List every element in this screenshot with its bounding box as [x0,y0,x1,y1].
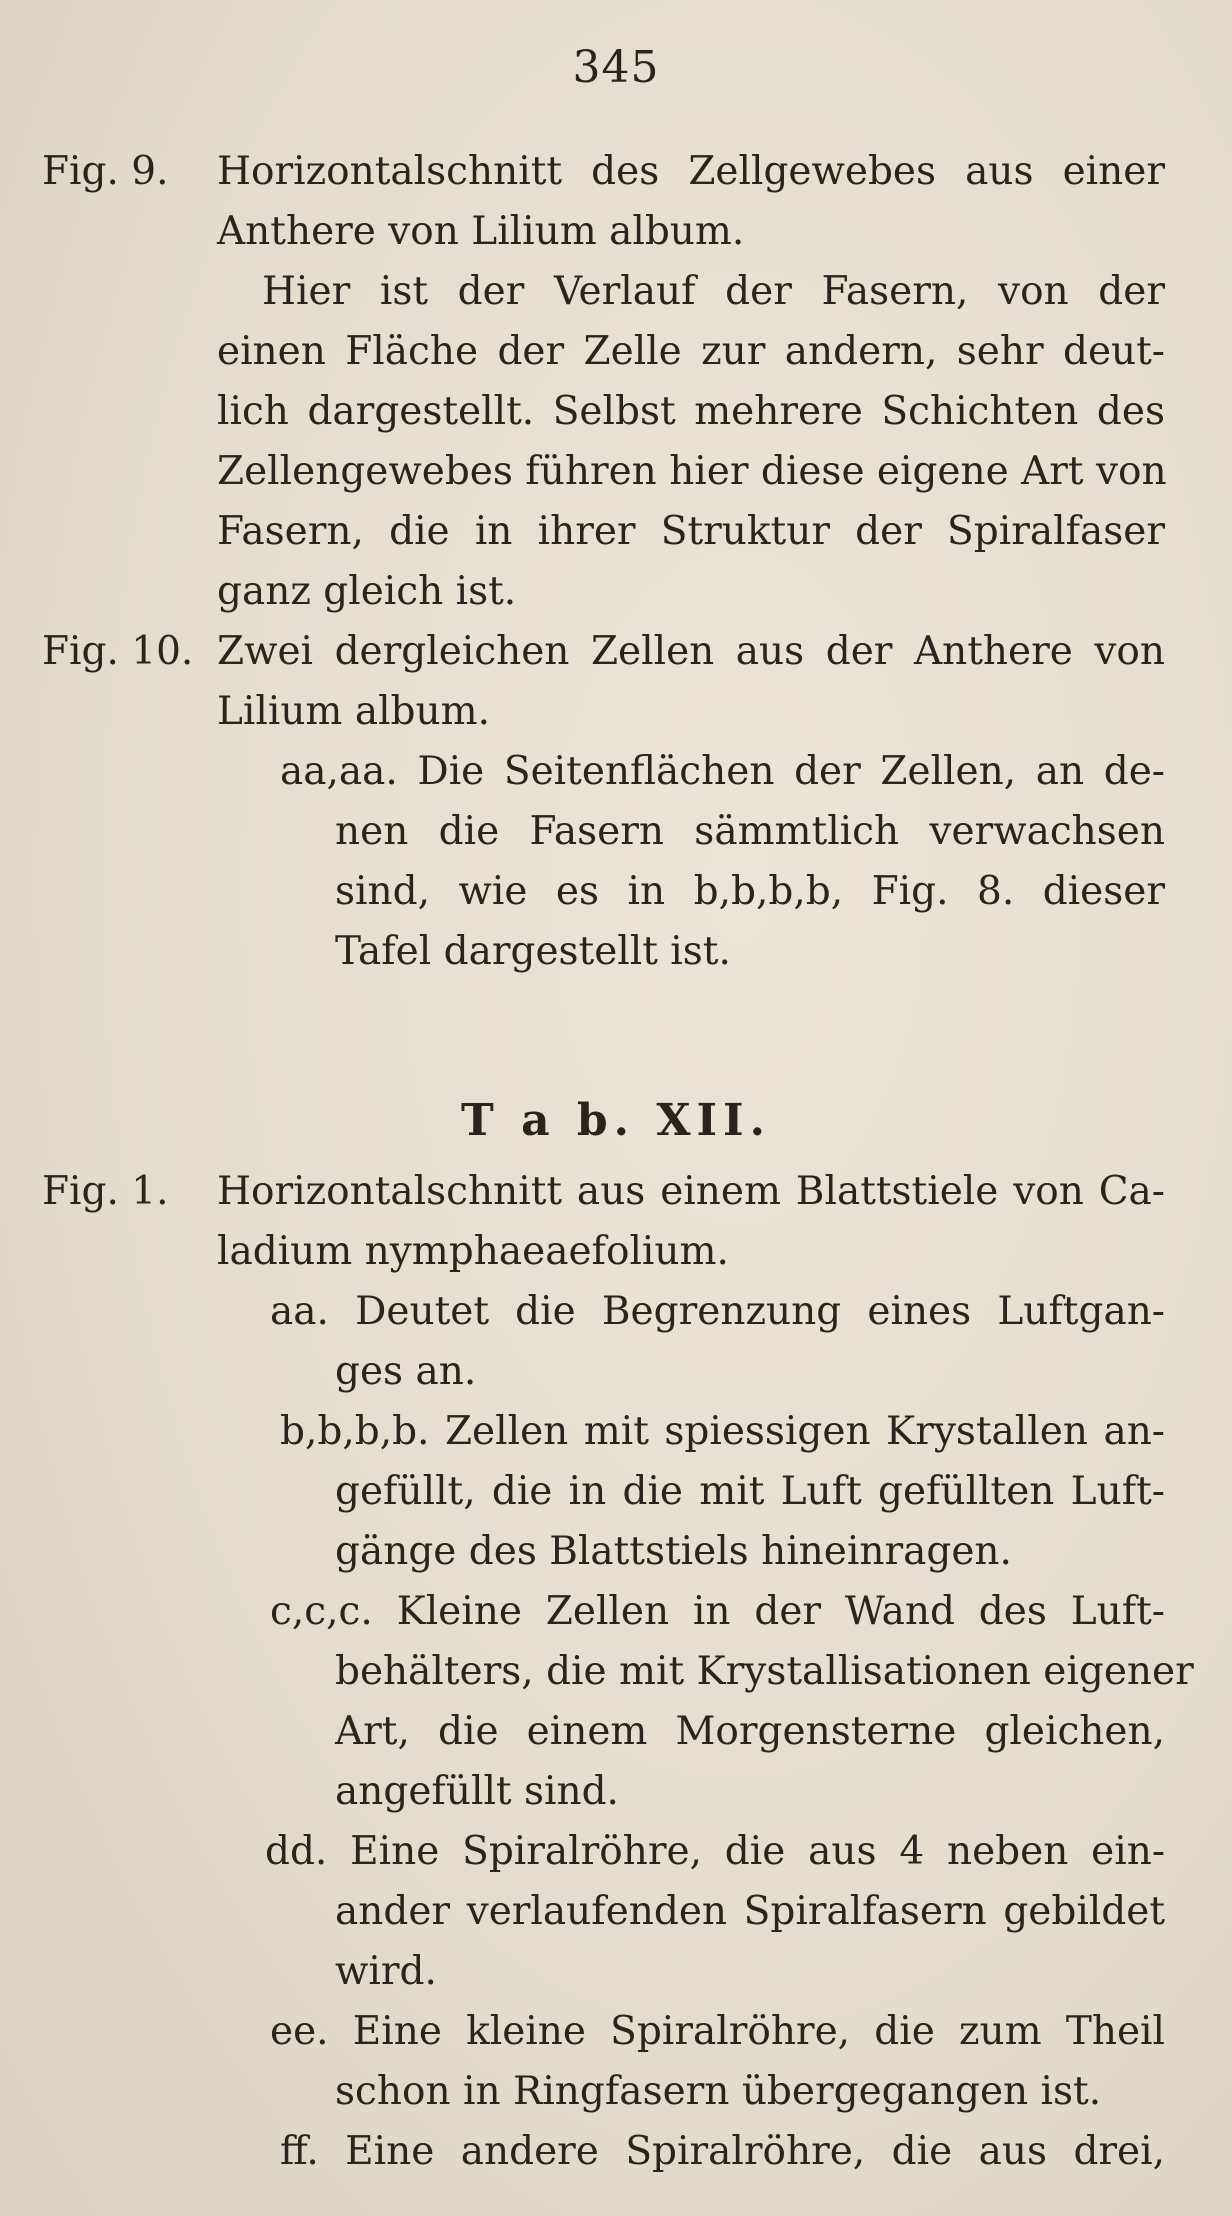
text-line: gefüllt, die in die mit Luft gefüllten Luft- [335,1469,1165,1514]
text-line: ander verlaufenden Spiralfasern gebildet [335,1889,1165,1934]
text-line: Anthere von Lilium album. [217,209,745,254]
text-line: ges an. [335,1349,477,1394]
text-line: Art, die einem Morgensterne gleichen, [335,1709,1165,1754]
text-line: gänge des Blattstiels hineinragen. [335,1529,1012,1574]
text-line: ee. Eine kleine Spiralröhre, die zum Theil [270,2009,1165,2054]
text-line: behälters, die mit Krystallisationen eigener [335,1649,1194,1694]
text-line: schon in Ringfasern übergegangen ist. [335,2069,1102,2114]
text-line: ladium nymphaeaefolium. [217,1229,729,1274]
fig-10-label: Fig. 10. [42,629,194,674]
text-line: aa. Deutet die Begrenzung eines Luftgan- [270,1289,1165,1334]
text-line: wird. [335,1949,437,1994]
text-line: Tafel dargestellt ist. [335,929,731,974]
fig-1-label: Fig. 1. [42,1169,169,1214]
text-line: Zellengewebes führen hier diese eigene Art von [217,449,1167,494]
text-line: Lilium album. [217,689,490,734]
text-line: nen die Fasern sämmtlich verwachsen [335,809,1165,854]
text-line: Zwei dergleichen Zellen aus der Anthere von [217,629,1165,674]
text-line: Hier ist der Verlauf der Fasern, von der [262,269,1165,314]
text-line: ganz gleich ist. [217,569,517,614]
text-line: aa,aa. Die Seitenflächen der Zellen, an de- [280,749,1165,794]
section-heading: T a b. XII. [461,1095,771,1146]
text-line: ff. Eine andere Spiralröhre, die aus drei, [280,2129,1165,2174]
text-line: dd. Eine Spiralröhre, die aus 4 neben ein- [265,1829,1165,1874]
text-line: Fasern, die in ihrer Struktur der Spiralfaser [217,509,1165,554]
text-line: Horizontalschnitt aus einem Blattstiele von Ca- [217,1169,1165,1214]
text-line: angefüllt sind. [335,1769,619,1814]
text-line: einen Fläche der Zelle zur andern, sehr deut- [217,329,1165,374]
text-line: Horizontalschnitt des Zellgewebes aus einer [217,149,1165,194]
text-line: b,b,b,b. Zellen mit spiessigen Krystallen an- [280,1409,1165,1454]
page-number: 345 [572,42,660,93]
fig-9-label: Fig. 9. [42,149,169,194]
text-line: c,c,c. Kleine Zellen in der Wand des Luft- [270,1589,1165,1634]
text-line: sind, wie es in b,b,b,b, Fig. 8. dieser [335,869,1165,914]
text-line: lich dargestellt. Selbst mehrere Schichten des [217,389,1165,434]
